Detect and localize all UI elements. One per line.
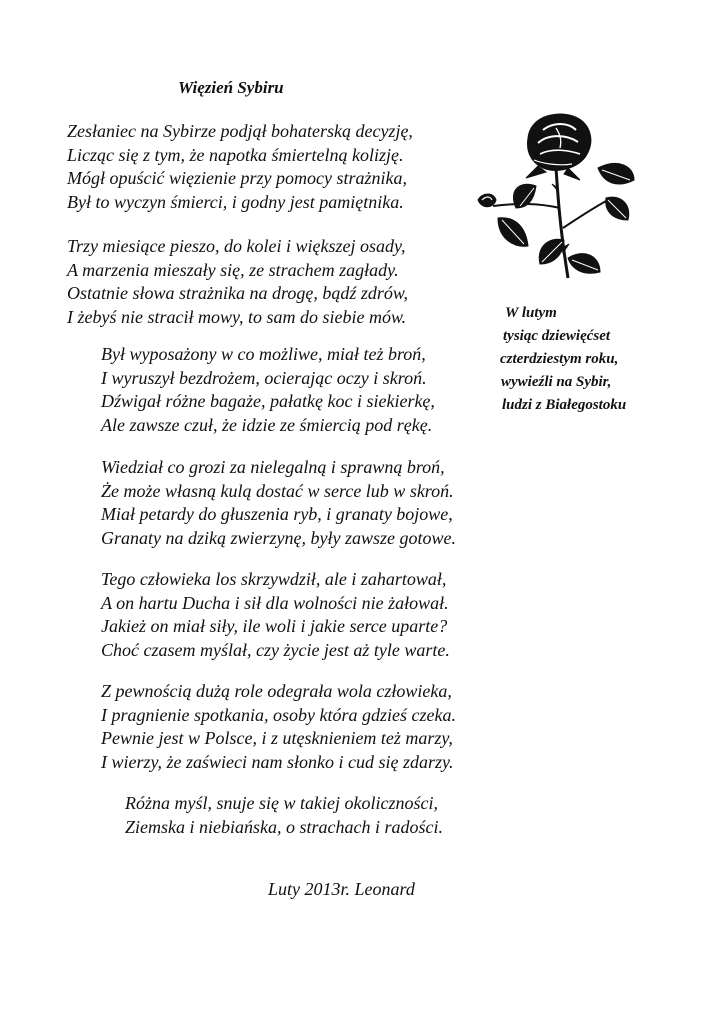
stanza-1 [67,120,413,214]
poem-line: Był to wyczyn śmierci, i godny jest pamiętnika. [67,191,404,212]
poem-line: I wyruszył bezdrożem, ocierając oczy i skroń. [101,367,427,388]
poem-line: Pewnie jest w Polsce, i z utęsknieniem też marzy, [101,728,453,748]
poem-line: Tego człowieka los skrzywdził, ale i zahartował, [101,569,447,589]
poem-line: Licząc się z tym, że napotka śmiertelną kolizję. [67,144,404,165]
poem-line: I żebyś nie stracił mowy, to sam do siebie mów. [67,306,407,327]
side-note-line: W lutym [505,305,557,321]
stanza-6 [101,680,456,774]
side-note-line: czterdziestym roku, [500,351,619,367]
rose-icon [468,108,638,283]
stanza-7 [125,792,443,839]
poem-line: Miał petardy do głuszenia ryb, i granaty bojowe, [101,504,453,524]
poem-line: Zesłaniec na Sybirze podjął bohaterską decyzję, [67,121,413,141]
poem-line: Granaty na dziką zwierzynę, były zawsze gotowe. [101,527,456,548]
side-note-line: wywieźli na Sybir, [501,374,612,390]
poem-line: Dźwigał różne bagaże, pałatkę koc i siekierkę, [101,391,435,411]
poem-line: Był wyposażony w co możliwe, miał też broń, [101,344,426,364]
poem-line: Różna myśl, snuje się w takiej okoliczności, [125,793,438,813]
side-note-line: tysiąc dziewięćset [503,328,611,344]
poem-line: Z pewnością dużą role odegrała wola człowieka, [101,681,452,701]
signature: Luty 2013r. Leonard [268,879,415,899]
poem-line: A on hartu Ducha i sił dla wolności nie żałował. [101,592,449,613]
poem-line: Ziemska i niebiańska, o strachach i radości. [125,816,443,837]
poem-line: Choć czasem myślał, czy życie jest aż tyle warte. [101,639,450,660]
side-note [495,302,626,417]
poem-line: Trzy miesiące pieszo, do kolei i większej osady, [67,236,406,256]
poem-line: Wiedział co grozi za nielegalną i sprawną broń, [101,457,445,477]
poem-line: A marzenia mieszały się, ze strachem zagłady. [67,259,399,280]
poem-line: I pragnienie spotkania, osoby która gdzieś czeka. [101,704,456,725]
poem-line: I wierzy, że zaświeci nam słonko i cud się zdarzy. [101,751,454,772]
stanza-5 [101,568,450,662]
stanza-3 [101,343,435,437]
side-note-line: ludzi z Białegostoku [502,397,627,413]
poem-line: Że może własną kulą dostać w serce lub w skroń. [101,480,454,501]
poem-line: Jakież on miał siły, ile woli i jakie serce uparte? [101,616,448,636]
poem-line: Mógł opuścić więzienie przy pomocy strażnika, [67,168,407,188]
poem-line: Ostatnie słowa strażnika na drogę, bądź zdrów, [67,283,409,303]
poem-title: Więzień Sybiru [178,78,284,97]
stanza-2 [67,235,408,329]
stanza-4 [101,456,456,550]
poem-line: Ale zawsze czuł, że idzie ze śmiercią pod rękę. [101,414,433,435]
